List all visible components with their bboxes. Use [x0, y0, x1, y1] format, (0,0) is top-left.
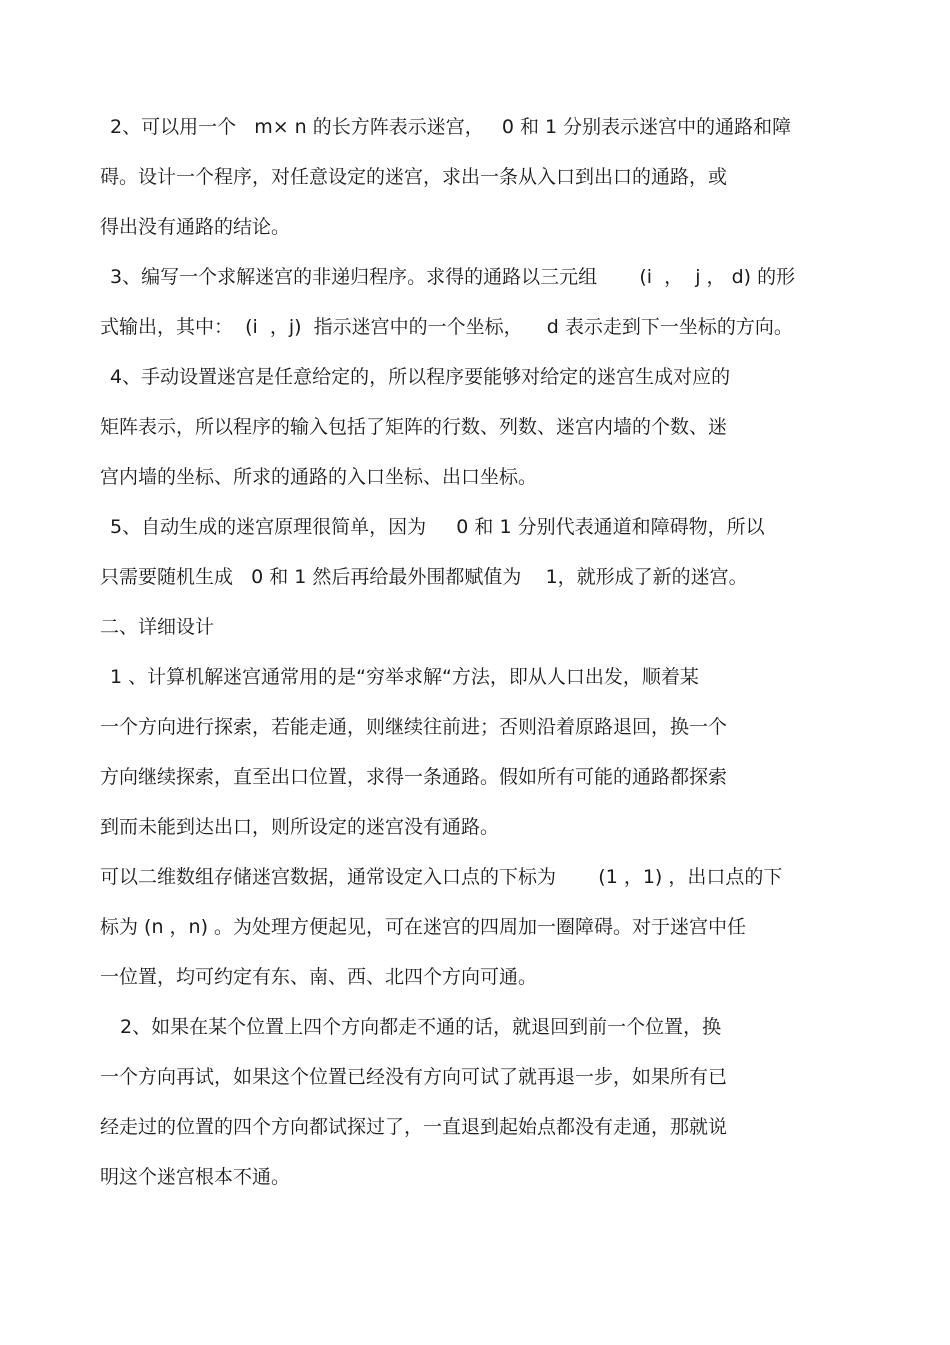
paragraph-2-line-2: 碍。设计一个程序，对任意设定的迷宫，求出一条从入口到出口的通路，或 — [100, 166, 728, 188]
detail-1-line-4: 到而未能到达出口，则所设定的迷宫没有通路。 — [100, 816, 500, 838]
detail-2-line-3: 经走过的位置的四个方向都试探过了，一直退到起始点都没有走通，那就说 — [100, 1116, 728, 1138]
detail-2-line-1: 2、如果在某个位置上四个方向都走不通的话，就退回到前一个位置，换 — [120, 1016, 722, 1038]
paragraph-5-line-1: 5、自动生成的迷宫原理很简单，因为 0 和 1 分别代表通道和障碍物，所以 — [110, 516, 765, 538]
detail-1-line-1: 1 、计算机解迷宫通常用的是“穷举求解“方法，即从人口出发，顺着某 — [110, 666, 699, 688]
array-paragraph-line-1: 可以二维数组存储迷宫数据，通常设定入口点的下标为 (1 ，1) ，出口点的下 — [100, 866, 783, 888]
detail-1-line-3: 方向继续探索，直至出口位置，求得一条通路。假如所有可能的通路都探索 — [100, 766, 728, 788]
array-paragraph-line-3: 一位置，均可约定有东、南、西、北四个方向可通。 — [100, 966, 538, 988]
paragraph-3-line-2: 式输出，其中： (i ，j) 指示迷宫中的一个坐标， d 表示走到下一坐标的方向。 — [100, 316, 793, 338]
paragraph-4-line-2: 矩阵表示，所以程序的输入包括了矩阵的行数、列数、迷宫内墙的个数、迷 — [100, 416, 728, 438]
paragraph-2-line-3: 得出没有通路的结论。 — [100, 216, 291, 238]
paragraph-3-line-1: 3、编写一个求解迷宫的非递归程序。求得的通路以三元组 (i ， j ， d) 的形 — [110, 266, 796, 288]
detail-2-line-2: 一个方向再试，如果这个位置已经没有方向可试了就再退一步，如果所有已 — [100, 1066, 728, 1088]
paragraph-4-line-1: 4、手动设置迷宫是任意给定的，所以程序要能够对给定的迷宫生成对应的 — [110, 366, 731, 388]
paragraph-2-line-1: 2、可以用一个 m× n 的长方阵表示迷宫， 0 和 1 分别表示迷宫中的通路和障 — [110, 116, 792, 138]
paragraph-5-line-2: 只需要随机生成 0 和 1 然后再给最外围都赋值为 1，就形成了新的迷宫。 — [100, 566, 748, 588]
detail-2-line-4: 明这个迷宫根本不通。 — [100, 1166, 291, 1188]
section-heading-detailed-design: 二、详细设计 — [100, 616, 215, 638]
array-paragraph-line-2: 标为 (n ，n) 。为处理方便起见，可在迷宫的四周加一圈障碍。对于迷宫中任 — [100, 916, 747, 938]
paragraph-4-line-3: 宫内墙的坐标、所求的通路的入口坐标、出口坐标。 — [100, 466, 538, 488]
detail-1-line-2: 一个方向进行探索，若能走通，则继续往前进；否则沿着原路退回，换一个 — [100, 716, 728, 738]
